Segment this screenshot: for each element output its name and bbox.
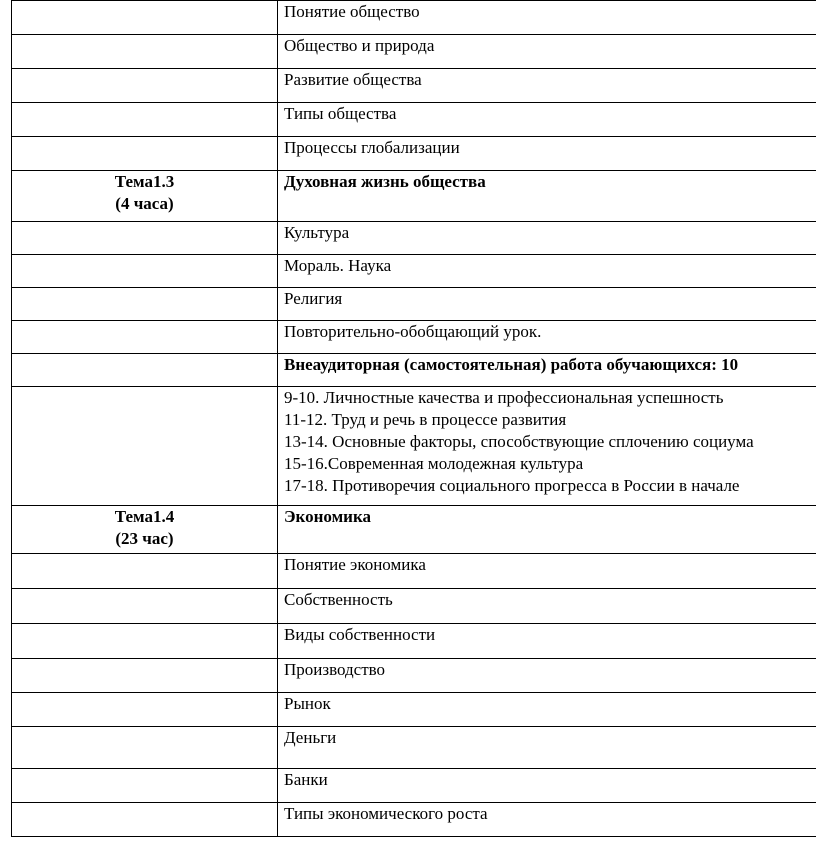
topic-cell [12, 103, 278, 137]
lesson-cell: Процессы глобализации [278, 137, 816, 171]
topic-hours: (23 час) [115, 529, 174, 548]
topic-cell [12, 506, 278, 554]
table-row [12, 506, 816, 554]
lesson-cell: Типы общества [278, 103, 816, 137]
list-item: 13-14. Основные факторы, способствующие сплочению социума [284, 432, 754, 451]
table-row [12, 171, 816, 222]
list-item: 17-18. Противоречия социального прогресса в России в начале [284, 476, 740, 495]
table-row [12, 35, 816, 69]
lesson-cell: Типы экономического роста [278, 803, 816, 837]
lesson-cell: Мораль. Наука [278, 255, 816, 288]
lesson-cell: Банки [278, 769, 816, 803]
topic-cell [12, 137, 278, 171]
table-row [12, 624, 816, 659]
table-row [12, 137, 816, 171]
topic-cell [12, 222, 278, 255]
table-row [12, 321, 816, 354]
topic-title: Тема1.3 [114, 172, 175, 191]
table-row [12, 69, 816, 103]
lesson-cell: Деньги [278, 727, 816, 769]
topic-cell [12, 769, 278, 803]
curriculum-table [11, 0, 816, 837]
topic-cell [12, 387, 278, 506]
topic-cell [12, 69, 278, 103]
topic-title: Тема1.4 [114, 507, 175, 526]
table-row [12, 222, 816, 255]
list-item: 9-10. Личностные качества и профессиональная успешность [284, 388, 724, 407]
independent-work-list [278, 387, 816, 506]
lesson-cell: Производство [278, 659, 816, 693]
topic-cell [12, 321, 278, 354]
topic-cell [12, 659, 278, 693]
lesson-cell: Повторительно-обобщающий урок. [278, 321, 816, 354]
table-row [12, 659, 816, 693]
independent-work-heading: Внеаудиторная (самостоятельная) работа обучающихся: 10 [278, 354, 816, 387]
table-row [12, 589, 816, 624]
list-item: 11-12. Труд и речь в процессе развития [284, 410, 567, 429]
lesson-cell: Собственность [278, 589, 816, 624]
topic-cell [12, 255, 278, 288]
table-row [12, 387, 816, 506]
lesson-cell: Развитие общества [278, 69, 816, 103]
topic-cell [12, 1, 278, 35]
table-row [12, 354, 816, 387]
table-row [12, 769, 816, 803]
topic-cell [12, 803, 278, 837]
lesson-cell: Общество и природа [278, 35, 816, 69]
topic-cell [12, 693, 278, 727]
topic-cell [12, 354, 278, 387]
topic-cell [12, 727, 278, 769]
table-row [12, 554, 816, 589]
list-item: 15-16.Современная молодежная культура [284, 454, 584, 473]
table-row [12, 1, 816, 35]
lesson-cell: Религия [278, 288, 816, 321]
lesson-cell: Понятие экономика [278, 554, 816, 589]
table-row [12, 103, 816, 137]
table-row [12, 693, 816, 727]
section-heading: Экономика [278, 506, 816, 554]
topic-hours: (4 часа) [115, 194, 174, 213]
lesson-cell: Понятие общество [278, 1, 816, 35]
table-row [12, 288, 816, 321]
table-row [12, 727, 816, 769]
lesson-cell: Виды собственности [278, 624, 816, 659]
topic-cell [12, 35, 278, 69]
table-row [12, 255, 816, 288]
section-heading: Духовная жизнь общества [278, 171, 816, 222]
topic-cell [12, 288, 278, 321]
lesson-cell: Рынок [278, 693, 816, 727]
table-row [12, 803, 816, 837]
topic-cell [12, 554, 278, 589]
topic-cell [12, 589, 278, 624]
topic-cell [12, 171, 278, 222]
lesson-cell: Культура [278, 222, 816, 255]
topic-cell [12, 624, 278, 659]
